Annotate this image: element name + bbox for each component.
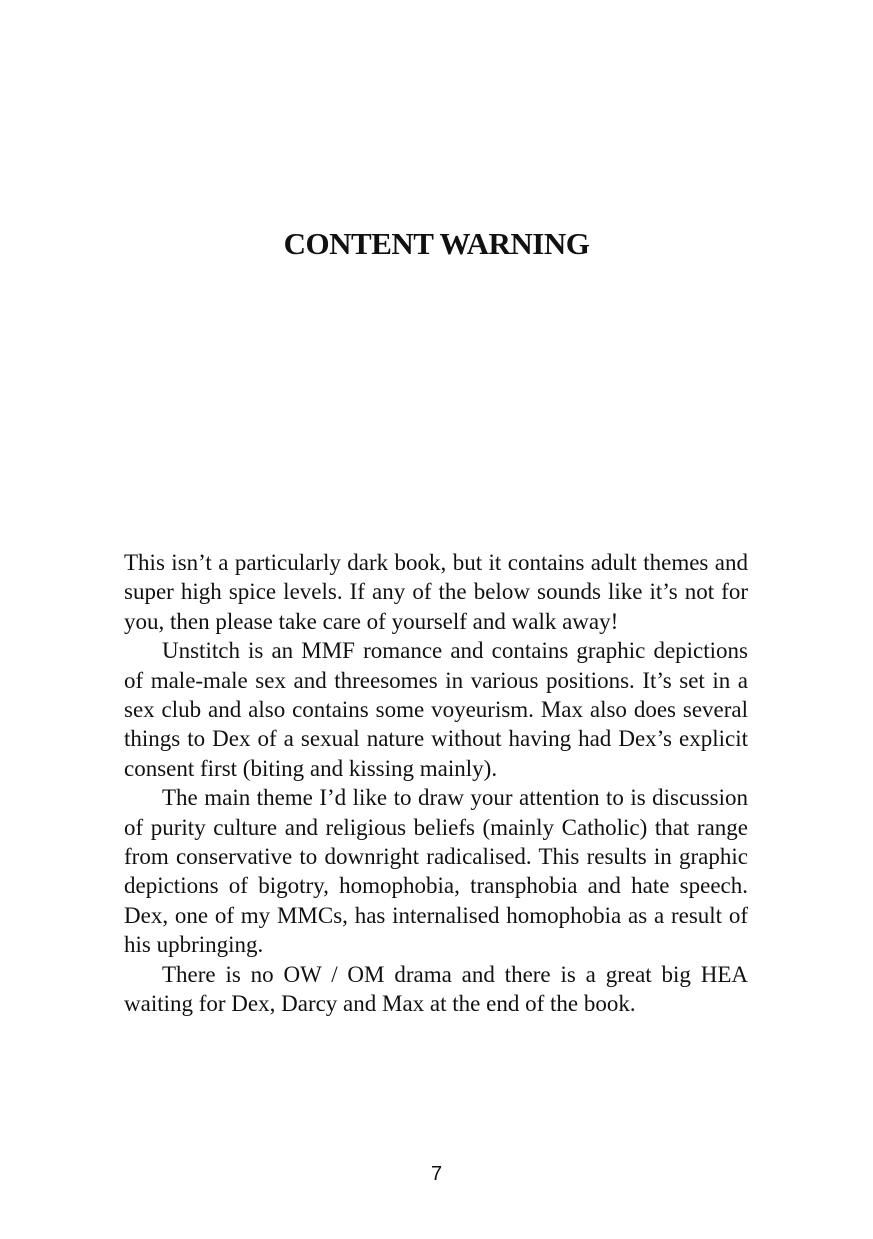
page-title: CONTENT WARNING: [283, 226, 590, 261]
paragraph-content: Unstitch is an MMF romance and contains graphic depictions of male-male sex and threesomes in various positions. It’s set in a sex club and also contains some voyeurism. Max also does several things to Dex of a sexual nature without having had Dex’s explicit consent first (biting and kissing mainly).: [124, 638, 748, 781]
paragraph-ending: There is no OW / OM drama and there is a great big HEA waiting for Dex, Darcy and Max at the end of the book.: [124, 961, 748, 1017]
paragraph-intro: This isn’t a particularly dark book, but it contains adult themes and super high spice levels. If any of the below sounds like it’s not for you, then please take care of yourself and walk away!: [124, 550, 748, 634]
page-number: 7: [430, 1163, 443, 1185]
paragraph-theme: The main theme I’d like to draw your attention to is discussion of purity culture and religious beliefs (mainly Catholic) that range from conservative to downright radicalised. This results in graphic depictions of bigotry, homophobia, transphobia and hate speech. Dex, one of my MMCs, has internalised homophobia as a result of his upbringing.: [124, 785, 748, 958]
content-warning-body: [124, 548, 748, 1019]
